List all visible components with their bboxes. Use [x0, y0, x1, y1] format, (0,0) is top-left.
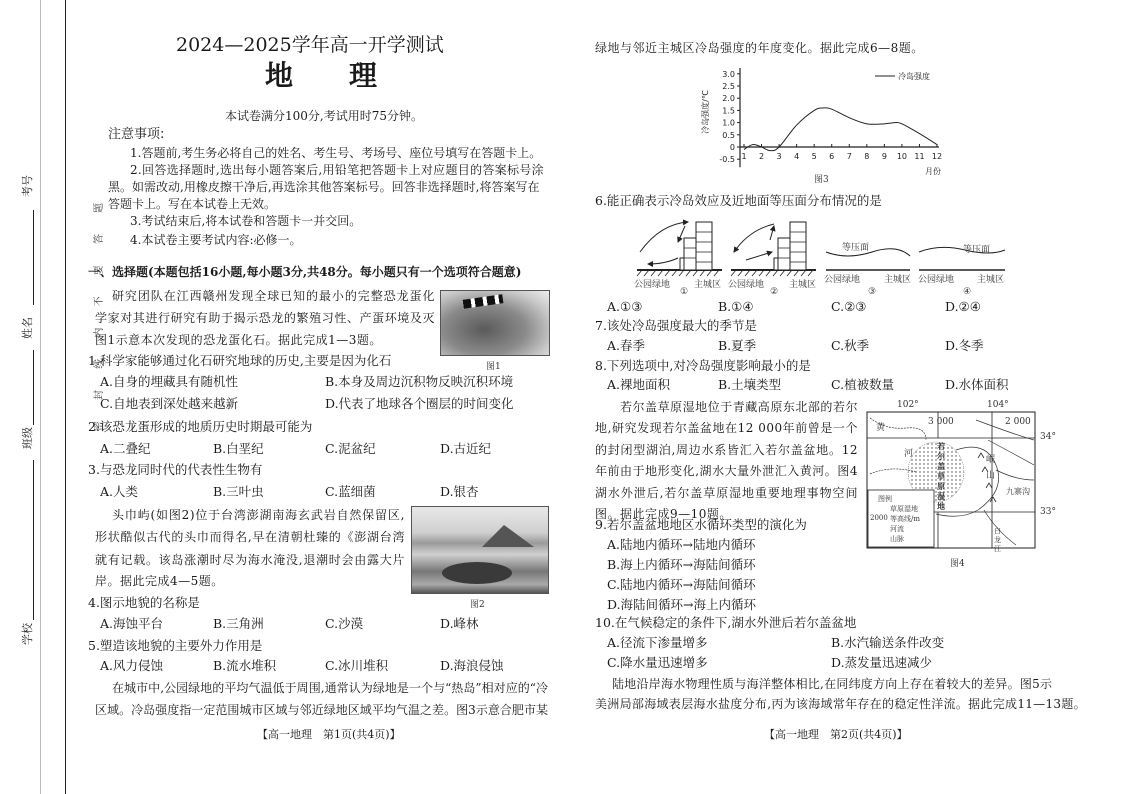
question-5-option-c[interactable]: C.冰川堆积 [325, 658, 389, 673]
y-axis-label: 冷岛强度/℃ [701, 90, 710, 134]
name-blank[interactable] [33, 350, 34, 425]
subject-title: 地 理 [265, 59, 378, 92]
question-1-option-c[interactable]: C.自地表到深处越来越新 [100, 396, 239, 411]
diagram-3-isobar-label: 等压面 [842, 243, 870, 253]
exam-number-blank[interactable] [33, 210, 34, 305]
class-label: 班级 [21, 427, 34, 449]
y-tick-label: 1.5 [722, 106, 735, 116]
y-tick-label: 0.5 [722, 130, 735, 140]
map-longitude-102: 102° [897, 400, 919, 410]
map-label-bailongjiang: 白龙江 [994, 527, 1001, 553]
question-4-option-b[interactable]: B.三角洲 [213, 616, 264, 631]
figure-4-caption: 图4 [950, 559, 965, 569]
question-6-option-a[interactable]: A.①③ [607, 299, 643, 314]
diagram-4-number: ④ [963, 287, 972, 297]
figure-2-coastal-rock-photo [411, 506, 549, 594]
diagram-2 [731, 222, 816, 276]
notice-line: 1.答题前,考生务必将自己的姓名、考生号、考场号、座位号填写在答题卡上。 [130, 146, 542, 160]
question-10-option-b[interactable]: B.水汽输送条件改变 [831, 635, 945, 650]
question-7-option-c[interactable]: C.秋季 [831, 338, 870, 353]
question-2-option-b[interactable]: B.白垩纪 [213, 441, 264, 456]
question-4-option-d[interactable]: D.峰林 [440, 616, 479, 631]
school-label: 学校 [21, 623, 34, 645]
map-latitude-34: 34° [1040, 432, 1056, 442]
question-10-option-d[interactable]: D.蒸发量迅速减少 [831, 655, 933, 670]
question-9-option-b[interactable]: B.海上内循环→海陆间循环 [607, 557, 756, 572]
passage-line: 年前由于地形变化,湖水大量外泄汇入黄河。图4 [595, 464, 858, 478]
notice-line: 2.回答选择题时,选出每小题答案后,用铅笔把答题卡上对应题目的答案标号涂 [130, 163, 544, 177]
question-6-option-c[interactable]: C.②③ [831, 299, 867, 314]
x-tick-label: 11 [914, 152, 925, 161]
passage-line: 图。据此完成9—10题。 [595, 507, 732, 521]
x-tick-label: 9 [881, 152, 887, 161]
question-2-stem: 2.该恐龙蛋形成的地质历史时期最可能为 [88, 419, 313, 434]
diagram-4-city-label: 主城区 [977, 275, 1005, 285]
notice-line: 答题卡上。写在本试卷上无效。 [108, 197, 277, 211]
question-3-option-a[interactable]: A.人类 [100, 484, 139, 499]
passage-line: 若尔盖草原湿地位于青藏高原东北部的若尔 [620, 400, 858, 414]
section-heading: 一、选择题(本题包括16小题,每小题3分,共48分。每小题只有一个选项符合题意) [88, 265, 522, 279]
question-7-option-d[interactable]: D.冬季 [945, 338, 984, 353]
figure-1-caption: 图1 [486, 362, 501, 372]
question-6-option-b[interactable]: B.①④ [718, 299, 754, 314]
question-9-option-a[interactable]: A.陆地内循环→陆地内循环 [607, 537, 756, 552]
question-3-option-d[interactable]: D.银杏 [440, 484, 479, 499]
question-9-stem: 9.若尔盖盆地地区水循环类型的演化为 [595, 517, 807, 532]
question-1-option-b[interactable]: B.本身及周边沉积物反映沉积环境 [325, 374, 514, 389]
map-label-wetland: 若尔盖草原湿地 [937, 441, 945, 511]
notice-line: 3.考试结束后,将本试卷和答题卡一并交回。 [130, 214, 362, 228]
question-4-option-a[interactable]: A.海蚀平台 [100, 616, 164, 631]
question-5-stem: 5.塑造该地貌的主要外力作用是 [88, 638, 263, 653]
map-legend-contour: 等高线/m [890, 515, 920, 523]
diagram-2-number: ② [770, 287, 779, 297]
question-3-option-b[interactable]: B.三叶虫 [213, 484, 264, 499]
score-note: 本试卷满分100分,考试用时75分钟。 [225, 109, 423, 123]
name-label: 姓名 [21, 317, 34, 339]
question-7-option-b[interactable]: B.夏季 [718, 338, 757, 353]
question-8-option-d[interactable]: D.水体面积 [945, 377, 1009, 392]
x-tick-label: 7 [846, 152, 852, 161]
page-1-footer: 【高一地理 第1页(共4页)】 [257, 728, 401, 741]
passage-line: 美洲局部海域表层海水盐度分布,丙为该海域常年存在的稳定性洋流。据此完成11—13题。 [595, 697, 1086, 711]
diagram-1 [637, 222, 722, 276]
question-1-stem: 1.科学家能够通过化石研究地球的历史,主要是因为化石 [88, 353, 392, 368]
exam-number-label: 考号 [21, 175, 34, 197]
diagram-1-park-label: 公园绿地 [634, 280, 671, 290]
passage-line: 绿地与邻近主城区冷岛强度的年度变化。据此完成6—8题。 [595, 41, 924, 55]
question-9-option-d[interactable]: D.海陆间循环→海上内循环 [607, 597, 757, 612]
passage-line: 学家对其进行研究有助于揭示恐龙的繁殖习性、产蛋环境及灭 [95, 311, 435, 325]
y-tick-label: 3.0 [722, 69, 735, 79]
map-label-huang: 黄 [876, 423, 886, 433]
question-8-stem: 8.下列选项中,对冷岛强度影响最小的是 [595, 358, 811, 373]
question-5-option-b[interactable]: B.流水堆积 [213, 658, 277, 673]
passage-line: 在城市中,公园绿地的平均气温低于周围,通常认为绿地是一个与“热岛”相对应的“冷 [112, 681, 548, 695]
map-legend-contour-sample: 2000 [870, 514, 888, 522]
map-legend-river: 河流 [890, 525, 904, 533]
question-3-stem: 3.与恐龙同时代的代表性生物有 [88, 462, 263, 477]
passage-line: 地,研究发现若尔盖盆地在12 000年前曾是一个 [595, 421, 858, 435]
question-3-option-c[interactable]: C.蓝细菌 [325, 484, 376, 499]
passage-line: 就有记载。该岛涨潮时尽为海水淹没,退潮时会由露大片 [95, 553, 405, 567]
question-2-option-a[interactable]: A.二叠纪 [100, 441, 151, 456]
map-contour-3000: 3 000 [928, 417, 954, 427]
question-5-option-a[interactable]: A.风力侵蚀 [100, 658, 164, 673]
x-tick-label: 5 [811, 152, 817, 161]
figure-3-cold-island-chart [690, 62, 960, 180]
question-1-option-a[interactable]: A.自身的埋藏具有随机性 [100, 374, 239, 389]
passage-line: 湖水外泄后,若尔盖草原湿地重要地理事物空间 [595, 486, 858, 500]
exam-title: 2024—2025学年高一开学测试 [176, 34, 444, 56]
map-legend-title: 图例 [878, 495, 892, 503]
diagram-4-park-label: 公园绿地 [918, 275, 955, 285]
question-2-option-c[interactable]: C.泥盆纪 [325, 441, 376, 456]
x-tick-label: 3 [776, 152, 782, 161]
diagram-4 [919, 247, 1005, 270]
legend-label: 冷岛强度 [898, 72, 930, 81]
y-tick-label: -0.5 [719, 155, 735, 165]
class-blank[interactable] [33, 460, 34, 620]
question-4-option-c[interactable]: C.沙漠 [325, 616, 364, 631]
question-7-stem: 7.该处冷岛强度最大的季节是 [595, 318, 757, 333]
x-tick-label: 12 [931, 152, 943, 161]
map-legend-wetland: 草原湿地 [890, 505, 918, 513]
x-axis-label: 月份 [925, 167, 941, 176]
diagram-1-number: ① [680, 287, 689, 297]
question-2-option-d[interactable]: D.古近纪 [440, 441, 492, 456]
map-label-jiuzhaigou: 九寨沟 [1006, 487, 1030, 496]
question-8-option-b[interactable]: B.土壤类型 [718, 377, 782, 392]
question-6-stem: 6.能正确表示冷岛效应及近地面等压面分布情况的是 [595, 193, 882, 208]
diagram-1-city-label: 主城区 [694, 280, 722, 290]
x-tick-label: 8 [864, 152, 870, 161]
map-contour-2000: 2 000 [1005, 417, 1031, 427]
passage-line: 区域。冷岛强度指一定范围城市区域与邻近绿地区域平均气温之差。图3示意合肥市某 [95, 703, 548, 717]
seal-warning: 密 封 线 内 不 要 答 题 [94, 193, 106, 432]
series-line-冷岛强度 [744, 108, 937, 151]
question-6-diagrams [630, 212, 1020, 300]
question-7-option-a[interactable]: A.春季 [607, 338, 646, 353]
passage-line: 研究团队在江西赣州发现全球已知的最小的完整恐龙蛋化 [112, 289, 435, 303]
fold-line [40, 0, 41, 794]
notice-line: 黑。如需改动,用橡皮擦干净后,再选涂其他答案标号。回答非选择题时,将答案写在 [108, 180, 540, 194]
question-6-option-d[interactable]: D.②④ [945, 299, 981, 314]
seal-line [65, 0, 66, 794]
figure-3-caption: 图3 [814, 175, 829, 185]
question-10-stem: 10.在气候稳定的条件下,湖水外泄后若尔盖盆地 [595, 615, 857, 630]
notice-heading: 注意事项: [108, 127, 165, 142]
x-tick-label: 1 [741, 152, 747, 161]
x-tick-label: 2 [758, 152, 765, 161]
passage-line: 形状酷似古代的头巾而得名,早在清朝杜臻的《澎湖台湾 [95, 530, 405, 544]
page-2-footer: 【高一地理 第2页(共4页)】 [764, 728, 908, 741]
map-label-he: 河 [904, 449, 914, 459]
map-longitude-104: 104° [987, 400, 1009, 410]
y-tick-label: 2.5 [722, 82, 735, 91]
passage-line: 陆地沿岸海水物理性质与海洋整体相比,在同纬度方向上存在着较大的差异。图5示 [612, 677, 1052, 691]
notice-line: 4.本试卷主要考试内容:必修一。 [130, 233, 302, 247]
map-legend-mountain: 山脉 [890, 535, 904, 543]
figure-1-dinosaur-egg-photo [440, 290, 550, 356]
map-label-minshan: 岷山 [986, 455, 996, 481]
question-5-option-d[interactable]: D.海浪侵蚀 [440, 658, 504, 673]
passage-line: 头巾屿(如图2)位于台湾澎湖南海玄武岩自然保留区, [112, 508, 405, 522]
question-4-stem: 4.图示地貌的名称是 [88, 595, 200, 610]
diagram-2-city-label: 主城区 [789, 280, 817, 290]
x-tick-label: 10 [896, 152, 908, 161]
figure-2-caption: 图2 [470, 600, 485, 610]
y-tick-label: 2.0 [722, 94, 735, 104]
x-tick-label: 4 [794, 152, 800, 161]
diagram-4-isobar-label: 等压面 [963, 245, 991, 255]
x-tick-label: 6 [829, 152, 835, 161]
passage-line: 岸。据此完成4—5题。 [95, 574, 224, 588]
question-1-option-d[interactable]: D.代表了地球各个圈层的时间变化 [325, 396, 514, 411]
y-tick-label: 1.0 [722, 118, 735, 128]
question-8-option-c[interactable]: C.植被数量 [831, 377, 895, 392]
diagram-3-city-label: 主城区 [884, 275, 912, 285]
diagram-3-number: ③ [868, 287, 877, 297]
question-10-option-a[interactable]: A.径流下渗量增多 [607, 635, 708, 650]
diagram-3-park-label: 公园绿地 [824, 275, 861, 285]
question-8-option-a[interactable]: A.裸地面积 [607, 377, 671, 392]
question-9-option-c[interactable]: C.陆地内循环→海陆间循环 [607, 577, 756, 592]
question-10-option-c[interactable]: C.降水量迅速增多 [607, 655, 708, 670]
map-latitude-33: 33° [1040, 507, 1056, 517]
passage-line: 的封闭型湖泊,周边水系皆汇入若尔盖盆地。12 [595, 443, 858, 457]
diagram-2-park-label: 公园绿地 [728, 280, 765, 290]
passage-line: 图1示意本次发现的恐龙蛋化石。据此完成1—3题。 [95, 333, 382, 347]
y-tick-label: 0 [729, 143, 735, 152]
